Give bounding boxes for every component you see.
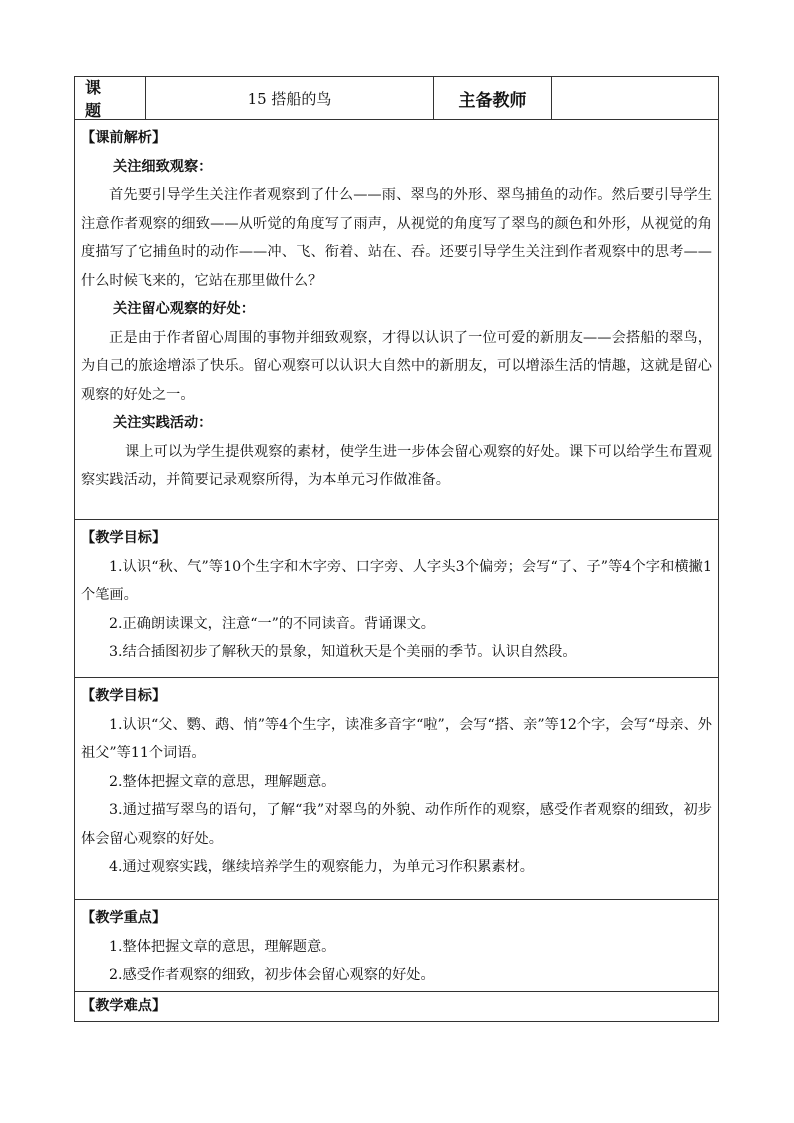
goals2-item: 4.通过观察实践，继续培养学生的观察能力，为单元习作积累素材。 — [109, 859, 534, 875]
key-point-item: 1.整体把握文章的意思，理解题意。 — [109, 938, 336, 955]
analysis-section — [75, 119, 718, 519]
goals1-item: 1.认识“秋、气”等10个生字和木字旁、口字旁、人字头3个偏旁；会写“了、子”等4个字和横撇1个笔画。 — [81, 558, 712, 603]
analysis-title: 【课前解析】 — [81, 130, 167, 146]
topic-label: 课 题 — [85, 78, 142, 120]
analysis-sub3: 关注实践活动： — [113, 415, 213, 431]
key-point-item: 2.感受作者观察的细致，初步体会留心观察的好处。 — [109, 967, 435, 983]
goals1-title: 【教学目标】 — [81, 530, 167, 546]
goals2-item: 1.认识“父、鹦、鹉、悄”等4个生字，读准多音字“啦”，会写“搭、亲”等12个字，会写“母亲、外祖父”等11个词语。 — [81, 716, 712, 761]
goals2-item: 3.通过描写翠鸟的语句，了解“我”对翠鸟的外貌、动作所作的观察，感受作者观察的细致，初步体会留心观察的好处。 — [81, 802, 712, 847]
teacher-label: 主备教师 — [433, 77, 551, 119]
analysis-para1: 首先要引导学生关注作者观察到了什么——雨、翠鸟的外形、翠鸟捕鱼的动作。然后要引导学生注意作者观察的细致——从听觉的角度写了雨声，从视觉的角度写了翠鸟的颜色和外形，从视觉的角度描写了它捕鱼时的动作——冲、飞、衔着、站在、吞。还要引导学生关注到作者观察中的思考——什么时候飞来的，它站在那里做什么？ — [81, 187, 712, 289]
goals1-item: 3.结合插图初步了解秋天的景象，知道秋天是个美丽的季节。认识自然段。 — [109, 644, 577, 660]
goals1-item: 2.正确朗读课文，注意“一”的不同读音。背诵课文。 — [109, 615, 435, 632]
teacher-value — [551, 77, 718, 119]
analysis-para3: 课上可以为学生提供观察的素材，使学生进一步体会留心观察的好处。课下可以给学生布置观察实践活动，并简要记录观察所得，为本单元习作做准备。 — [81, 443, 712, 488]
topic-value: 15 搭船的鸟 — [145, 77, 433, 119]
analysis-sub1: 关注细致观察： — [113, 158, 213, 175]
goals1-section — [75, 519, 718, 677]
lesson-plan-table — [74, 76, 719, 1022]
difficulties-title: 【教学难点】 — [81, 998, 167, 1014]
analysis-sub2: 关注留心观察的好处： — [113, 301, 255, 317]
goals2-section — [75, 677, 718, 899]
analysis-para2: 正是由于作者留心周围的事物并细致观察，才得以认识了一位可爱的新朋友——会搭船的翠鸟，为自己的旅途增添了快乐。留心观察可以认识大自然中的新朋友，可以增添生活的情趣，这就是留心观察的好处之一。 — [81, 329, 712, 403]
header-row — [75, 77, 718, 119]
key-points-title: 【教学重点】 — [81, 910, 167, 926]
difficulties-section — [75, 991, 718, 1021]
key-points-section — [75, 899, 718, 991]
goals2-item: 2.整体把握文章的意思，理解题意。 — [109, 773, 336, 790]
goals2-title: 【教学目标】 — [81, 688, 167, 704]
